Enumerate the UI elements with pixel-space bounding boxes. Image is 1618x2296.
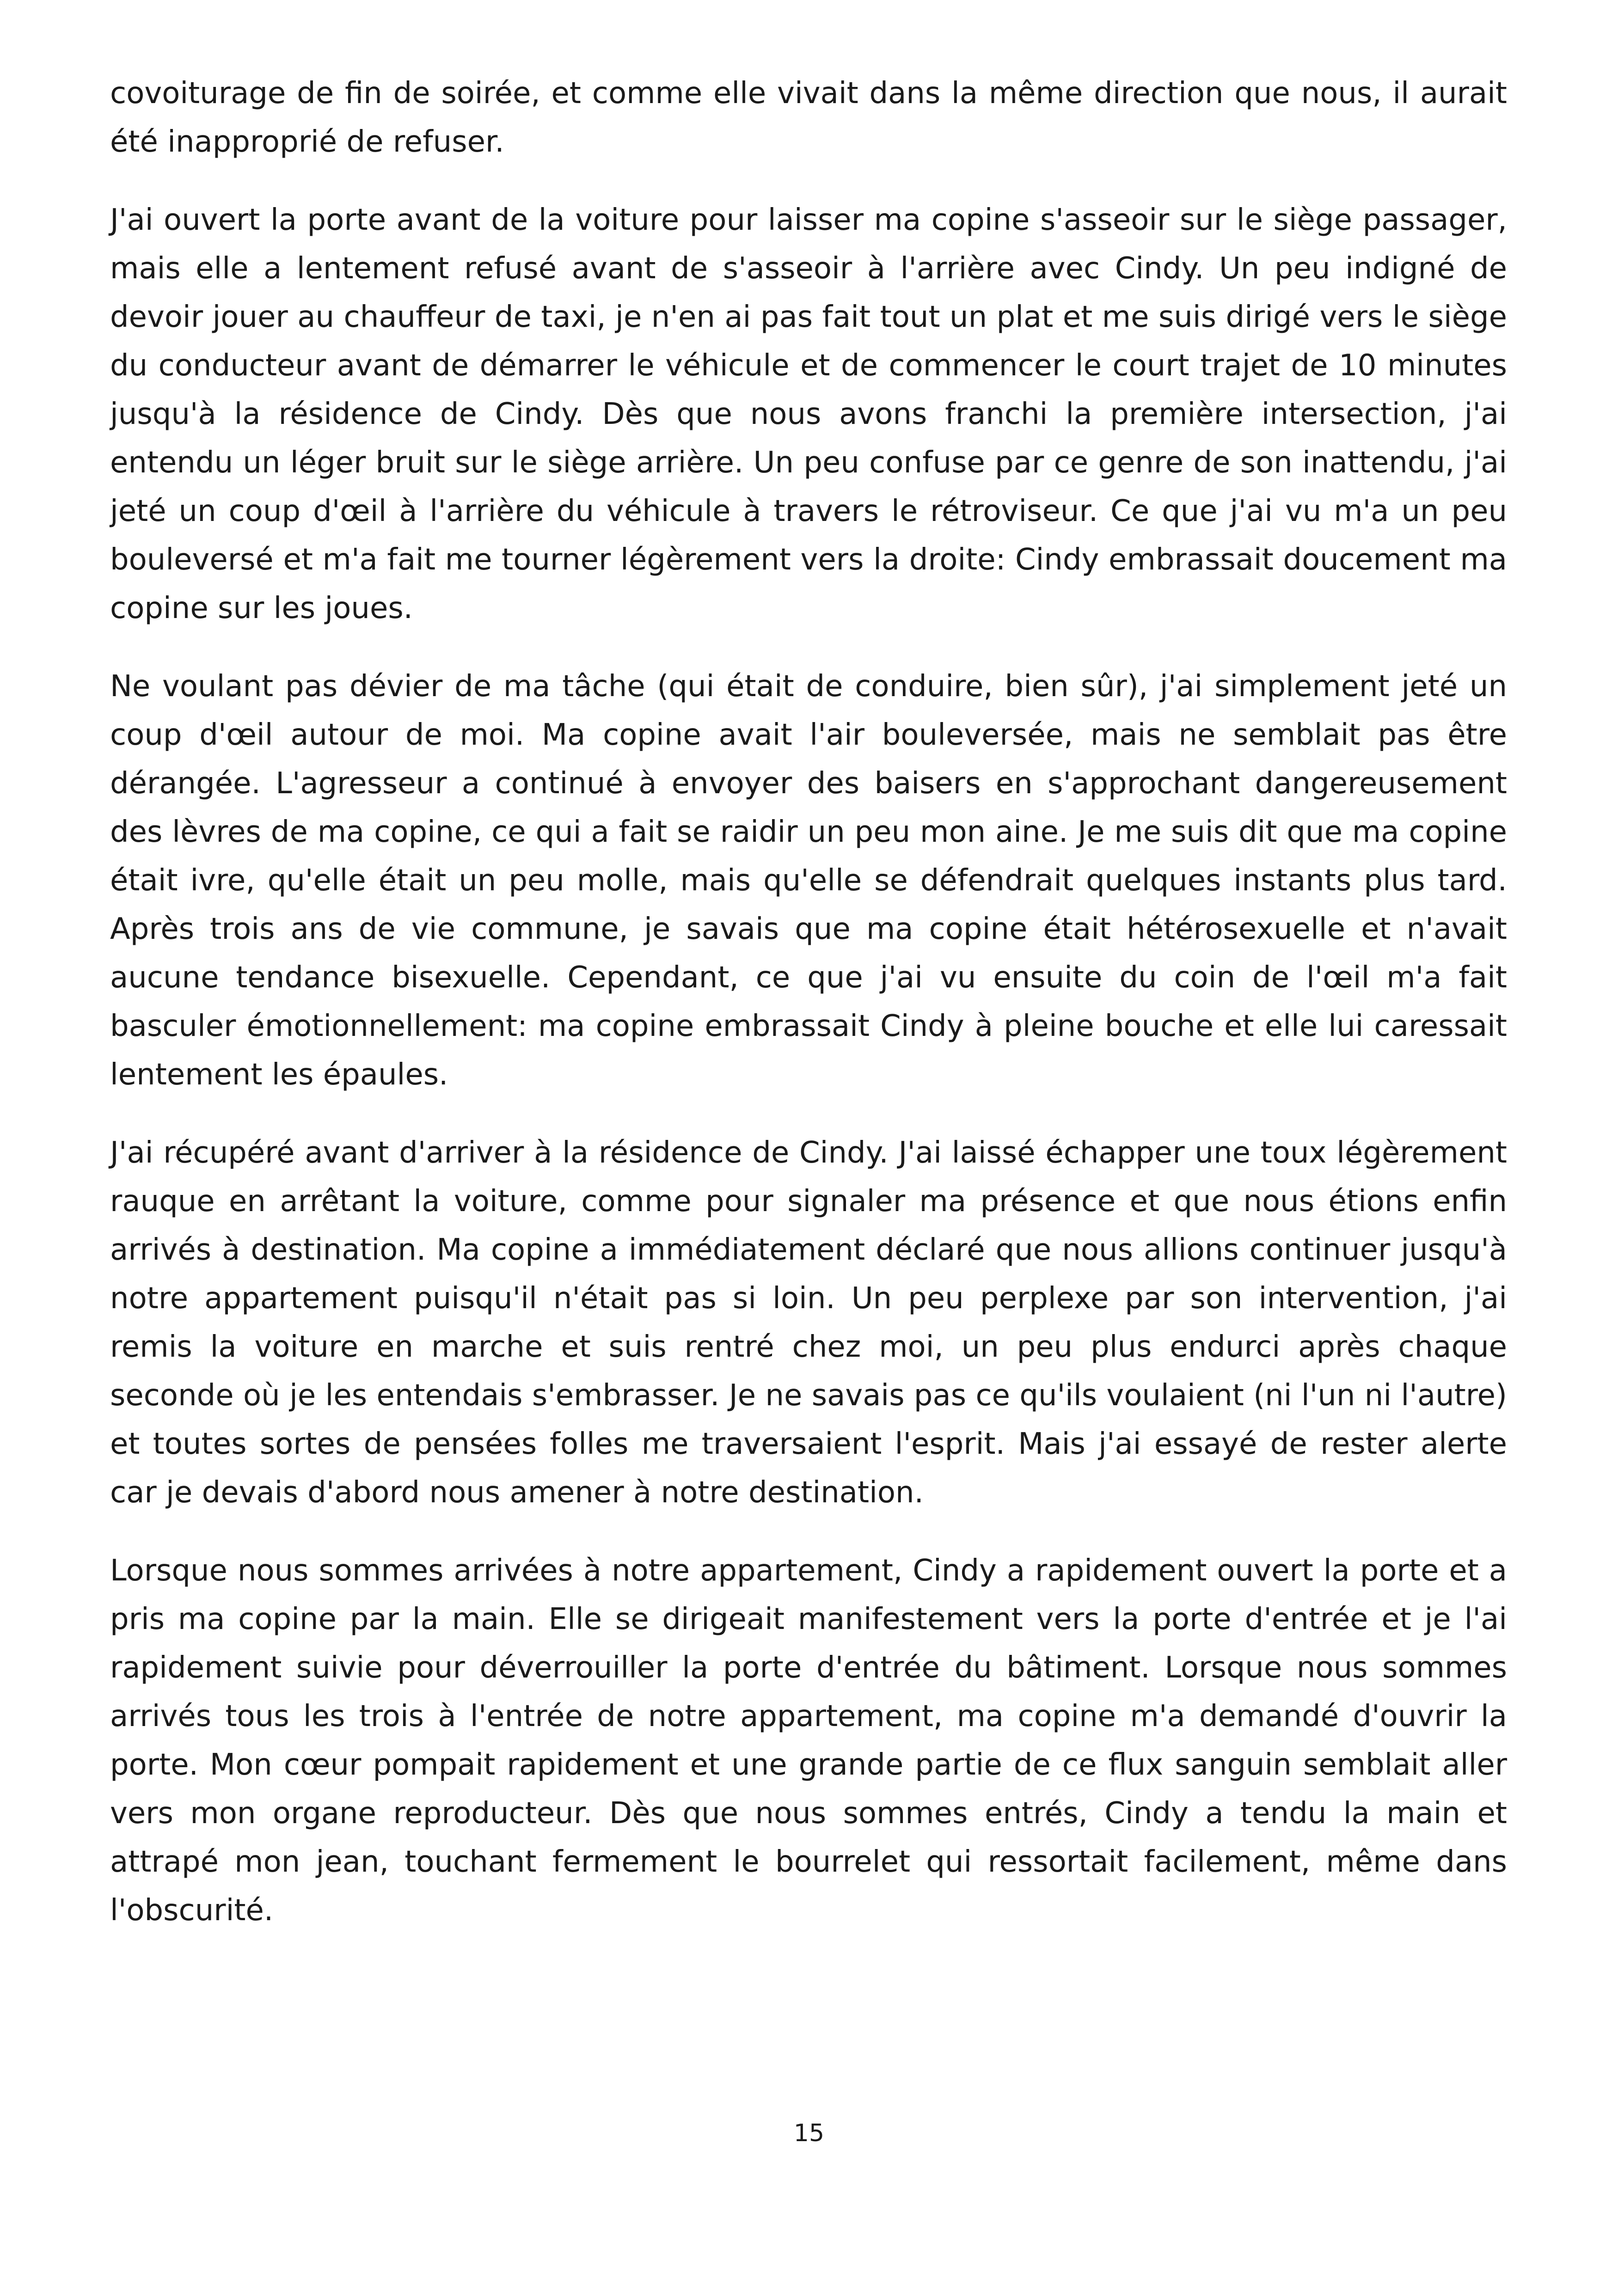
paragraph-2: J'ai ouvert la porte avant de la voiture pour laisser ma copine s'asseoir sur le siège passager, mais elle a lentement refusé avant de s'asseoir à l'arrière avec Cindy. Un peu indigné de devoir jouer au chauffeur de taxi, je n'en ai pas fait tout un plat et me suis dirigé vers le siège du conducteur avant de démarrer le véhicule et de commencer le court trajet de 10 minutes jusqu'à la résidence de Cindy. Dès que nous avons franchi la première intersection, j'ai entendu un léger bruit sur le siège arrière. Un peu confuse par ce genre de son inattendu, j'ai jeté un coup d'œil à l'arrière du véhicule à travers le rétroviseur. Ce que j'ai vu m'a un peu bouleversé et m'a fait me tourner légèrement vers la droite: Cindy embrassait doucement ma copine sur les joues. — [110, 203, 1507, 625]
paragraph-4: J'ai récupéré avant d'arriver à la résidence de Cindy. J'ai laissé échapper une toux légèrement rauque en arrêtant la voiture, comme pour signaler ma présence et que nous étions enfin arrivés à destination. Ma copine a immédiatement déclaré que nous allions continuer jusqu'à notre appartement puisqu'il n'était pas si loin. Un peu perplexe par son intervention, j'ai remis la voiture en marche et suis rentré chez moi, un peu plus endurci après chaque seconde où je les entendais s'embrasser. Je ne savais pas ce qu'ils voulaient (ni l'un ni l'autre) et toutes sortes de pensées folles me traversaient l'esprit. Mais j'ai essayé de rester alerte car je devais d'abord nous amener à notre destination. — [110, 1136, 1507, 1510]
paragraph-3: Ne voulant pas dévier de ma tâche (qui était de conduire, bien sûr), j'ai simplement jeté un coup d'œil autour de moi. Ma copine avait l'air bouleversée, mais ne semblait pas être dérangée. L'agresseur a continué à envoyer des baisers en s'approchant dangereusement des lèvres de ma copine, ce qui a fait se raidir un peu mon aine. Je me suis dit que ma copine était ivre, qu'elle était un peu molle, mais qu'elle se défendrait quelques instants plus tard. Après trois ans de vie commune, je savais que ma copine était hétérosexuelle et n'avait aucune tendance bisexuelle. Cependant, ce que j'ai vu ensuite du coin de l'œil m'a fait basculer émotionnellement: ma copine embrassait Cindy à pleine bouche et elle lui caressait lentement les épaules. — [110, 669, 1507, 1092]
paragraph-5: Lorsque nous sommes arrivées à notre appartement, Cindy a rapidement ouvert la porte et a pris ma copine par la main. Elle se dirigeait manifestement vers la porte d'entrée et je l'ai rapidement suivie pour déverrouiller la porte d'entrée du bâtiment. Lorsque nous sommes arrivés tous les trois à l'entrée de notre appartement, ma copine m'a demandé d'ouvrir la porte. Mon cœur pompait rapidement et une grande partie de ce flux sanguin semblait aller vers mon organe reproducteur. Dès que nous sommes entrés, Cindy a tendu la main et attrapé mon jean, touchant fermement le bourrelet qui ressortait facilement, même dans l'obscurité. — [110, 1554, 1507, 1928]
paragraph-1: covoiturage de fin de soirée, et comme elle vivait dans la même direction que nous, il aurait été inapproprié de refuser. — [110, 76, 1507, 159]
body-text — [110, 69, 1507, 1935]
page-number: 15 — [793, 2119, 825, 2147]
